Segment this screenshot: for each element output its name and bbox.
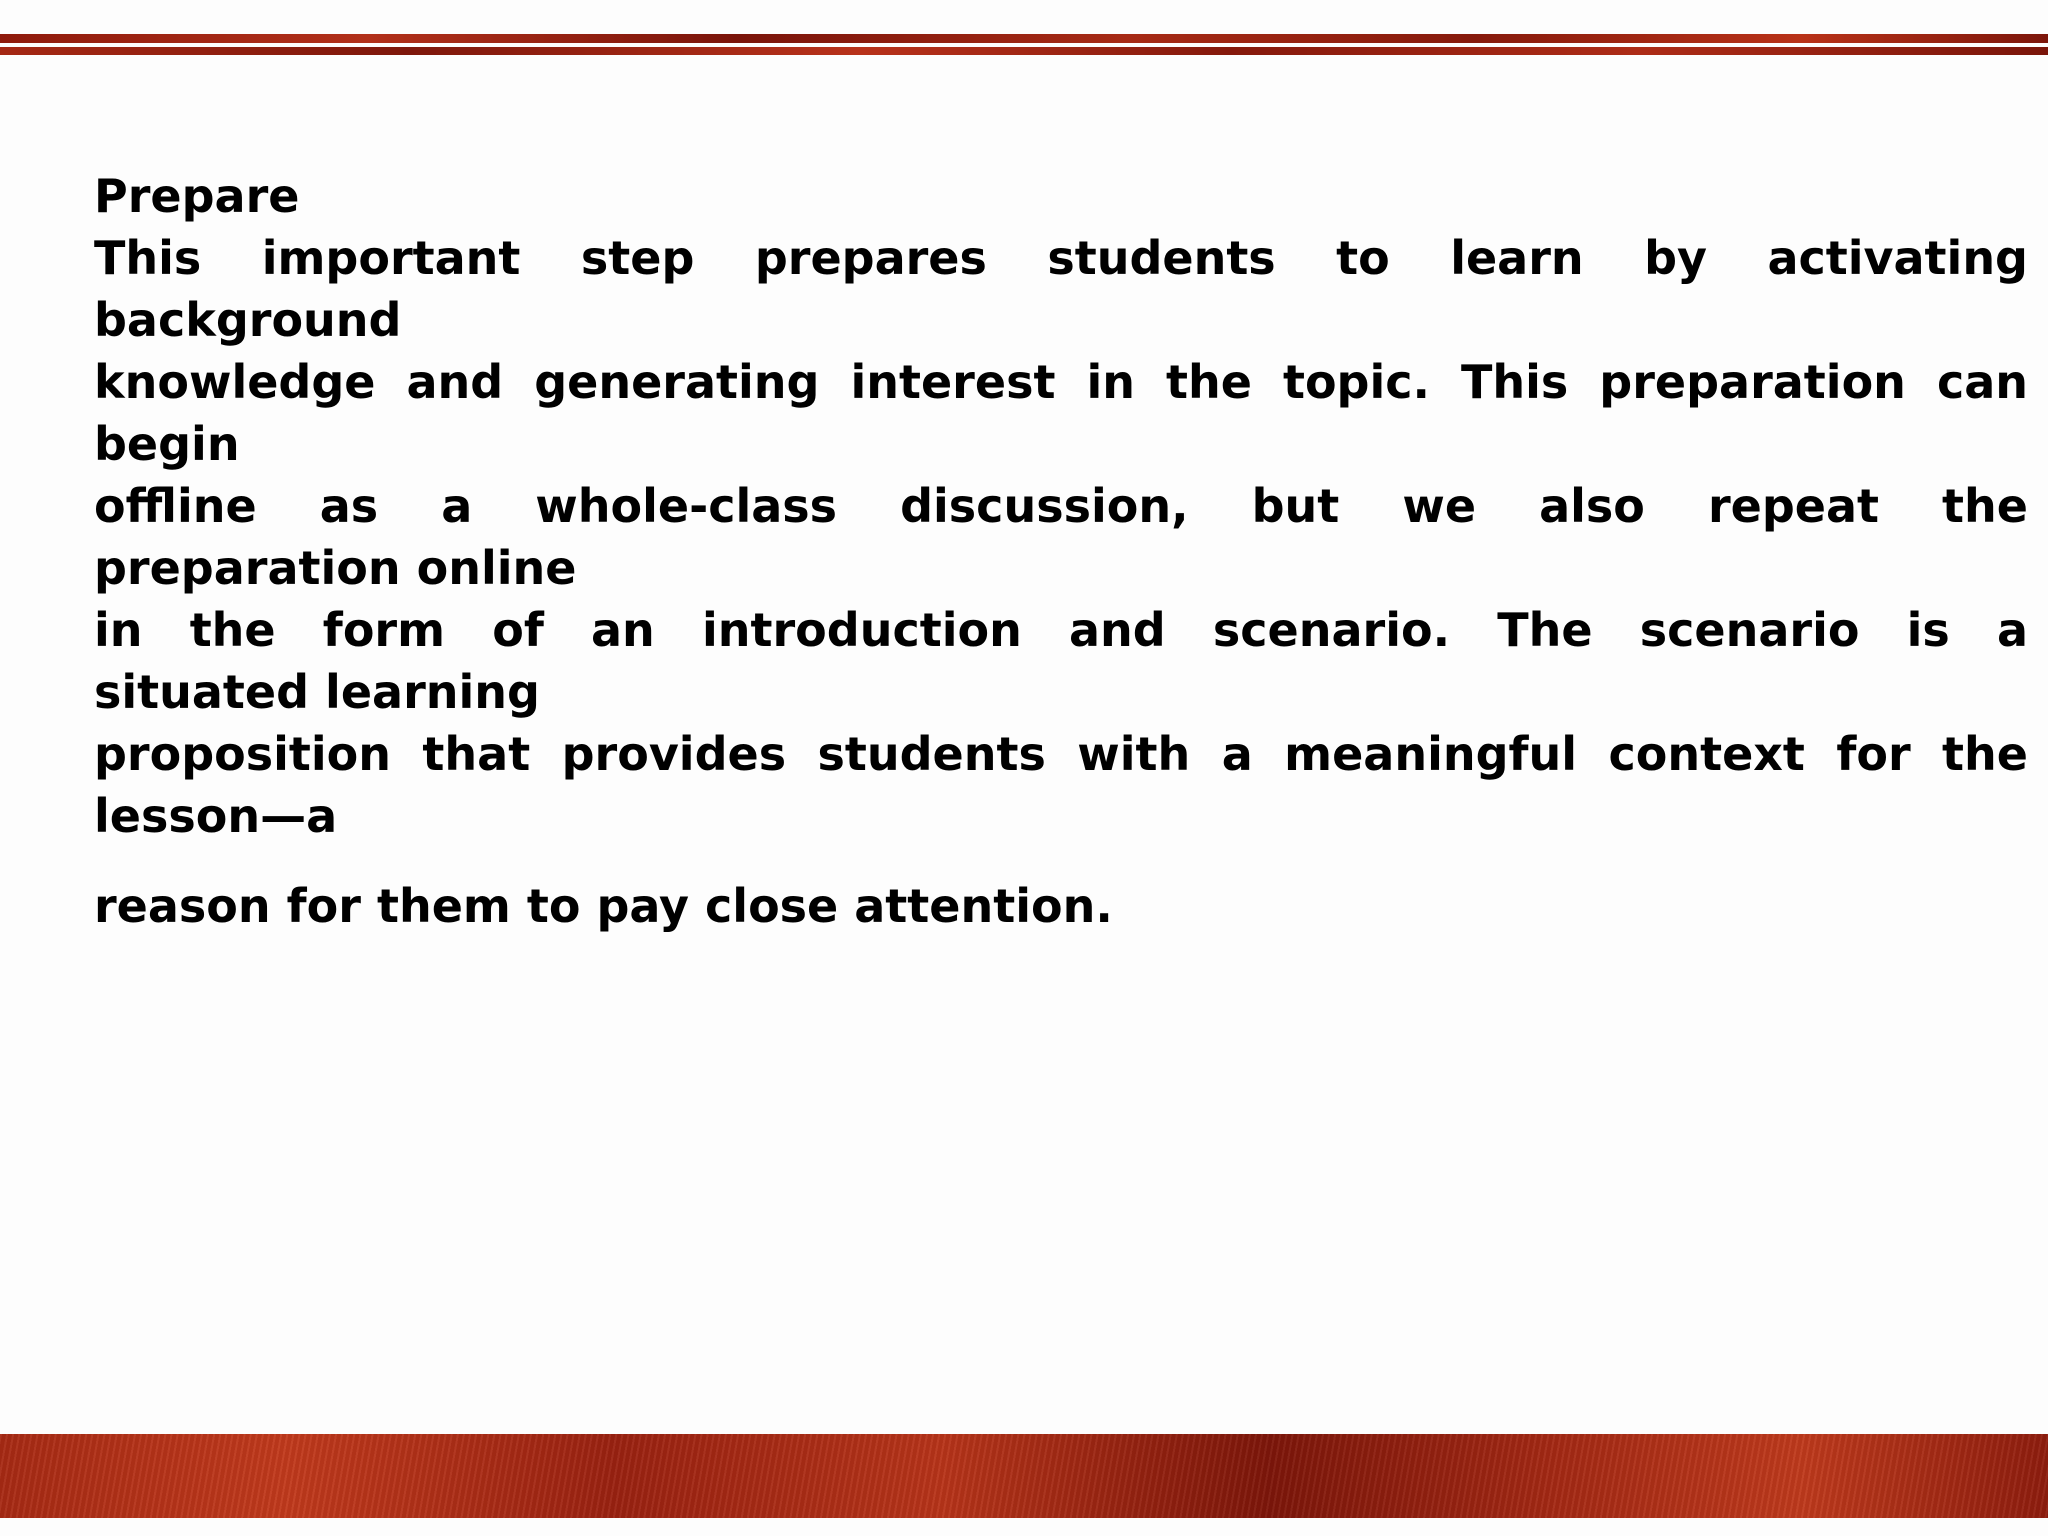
- paragraph-line-wrap: begin: [94, 417, 240, 471]
- paragraph-line: knowledge and generating interest in the topic. This preparation can: [94, 355, 2028, 409]
- slide-body: [94, 165, 2028, 937]
- paragraph-line-wrap: situated learning: [94, 665, 540, 719]
- top-stripe: [0, 47, 2048, 55]
- slide-heading: Prepare: [94, 169, 300, 223]
- bottom-decorative-band: [0, 1434, 2048, 1518]
- closing-line: reason for them to pay close attention.: [94, 879, 1113, 933]
- paragraph-line: offline as a whole-class discussion, but we also repeat the: [94, 479, 2028, 533]
- paragraph-line: proposition that provides students with a meaningful context for the: [94, 727, 2028, 781]
- top-decorative-band: [0, 0, 2048, 58]
- paragraph-line: in the form of an introduction and scenario. The scenario is a: [94, 603, 2028, 657]
- paragraph-line-wrap: preparation online: [94, 541, 577, 595]
- paragraph-line-wrap: background: [94, 293, 402, 347]
- paragraph-line: This important step prepares students to learn by activating: [94, 231, 2028, 285]
- top-stripe: [0, 34, 2048, 43]
- paragraph-line-wrap: lesson—a: [94, 789, 338, 843]
